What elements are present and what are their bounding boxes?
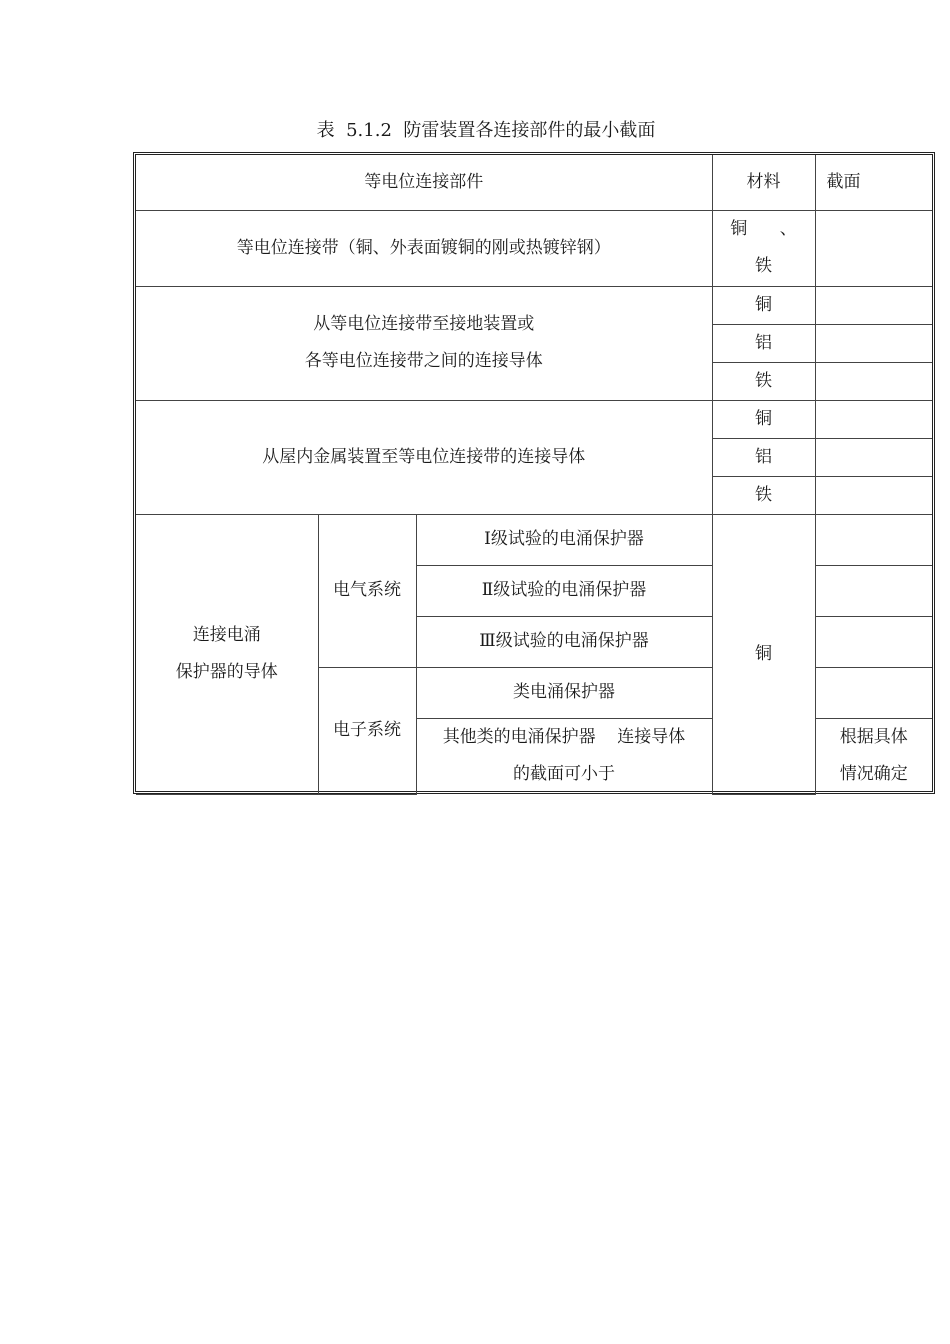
bar-to-earth-section-iron [815,362,932,400]
bar-to-earth-section-copper [815,286,932,324]
spd-electronic-class-section [815,667,932,718]
spd-conductor-label [136,514,318,794]
bonding-bar-material [712,210,815,286]
bar-to-earth-material-copper: 铜 [712,286,815,324]
spd-other-types-line1: 其他类的电涌保护器 连接导体 [442,727,686,748]
electronic-system-label: 电子系统 [318,667,416,794]
spd-class-1: Ⅰ级试验的电涌保护器 [416,514,712,565]
spd-note-line2: 情况确定 [839,764,908,785]
spd-other-types-section [815,718,932,794]
bar-to-earth-label [136,286,712,400]
spd-material-copper: 铜 [712,514,815,794]
spd-class-3-section [815,616,932,667]
bonding-bar-section [815,210,932,286]
bar-to-earth-material-iron: 铁 [712,362,815,400]
header-part: 等电位连接部件 [136,155,712,210]
indoor-metal-section-copper [815,400,932,438]
indoor-metal-section-iron [815,476,932,514]
spd-other-types-line2: 的截面可小于 [513,764,615,785]
bar-to-earth-section-aluminium [815,324,932,362]
spd-class-2: Ⅱ级试验的电涌保护器 [416,565,712,616]
bar-to-earth-label-line1: 从等电位连接带至接地装置或 [313,314,535,334]
spd-electronic-class: 类电涌保护器 [416,667,712,718]
spd-note-line1: 根据具体 [839,727,908,748]
bonding-bar-material-line2: 铁 [755,256,773,276]
indoor-metal-material-copper: 铜 [712,400,815,438]
spd-class-2-section [815,565,932,616]
indoor-metal-material-aluminium: 铝 [712,438,815,476]
header-material: 材料 [712,155,815,210]
spd-class-1-section [815,514,932,565]
indoor-metal-material-iron: 铁 [712,476,815,514]
spd-other-types [416,718,712,794]
bonding-bar-label: 等电位连接带（铜、外表面镀铜的刚或热镀锌钢） [136,210,712,286]
indoor-metal-section-aluminium [815,438,932,476]
bar-to-earth-label-line2: 各等电位连接带之间的连接导体 [304,351,543,371]
spd-class-3: Ⅲ级试验的电涌保护器 [416,616,712,667]
electrical-system-label: 电气系统 [318,514,416,667]
table-caption: 表 5.1.2 防雷装置各连接部件的最小截面 [316,120,656,141]
min-cross-section-table [136,155,932,795]
bar-to-earth-material-aluminium: 铝 [712,324,815,362]
spd-conductor-label-line1: 连接电涌 [192,625,261,645]
bonding-bar-material-line1: 铜 、 [730,219,797,239]
header-section: 截面 [815,155,932,210]
indoor-metal-label: 从屋内金属装置至等电位连接带的连接导体 [136,400,712,514]
spd-conductor-label-line2: 保护器的导体 [175,662,278,682]
